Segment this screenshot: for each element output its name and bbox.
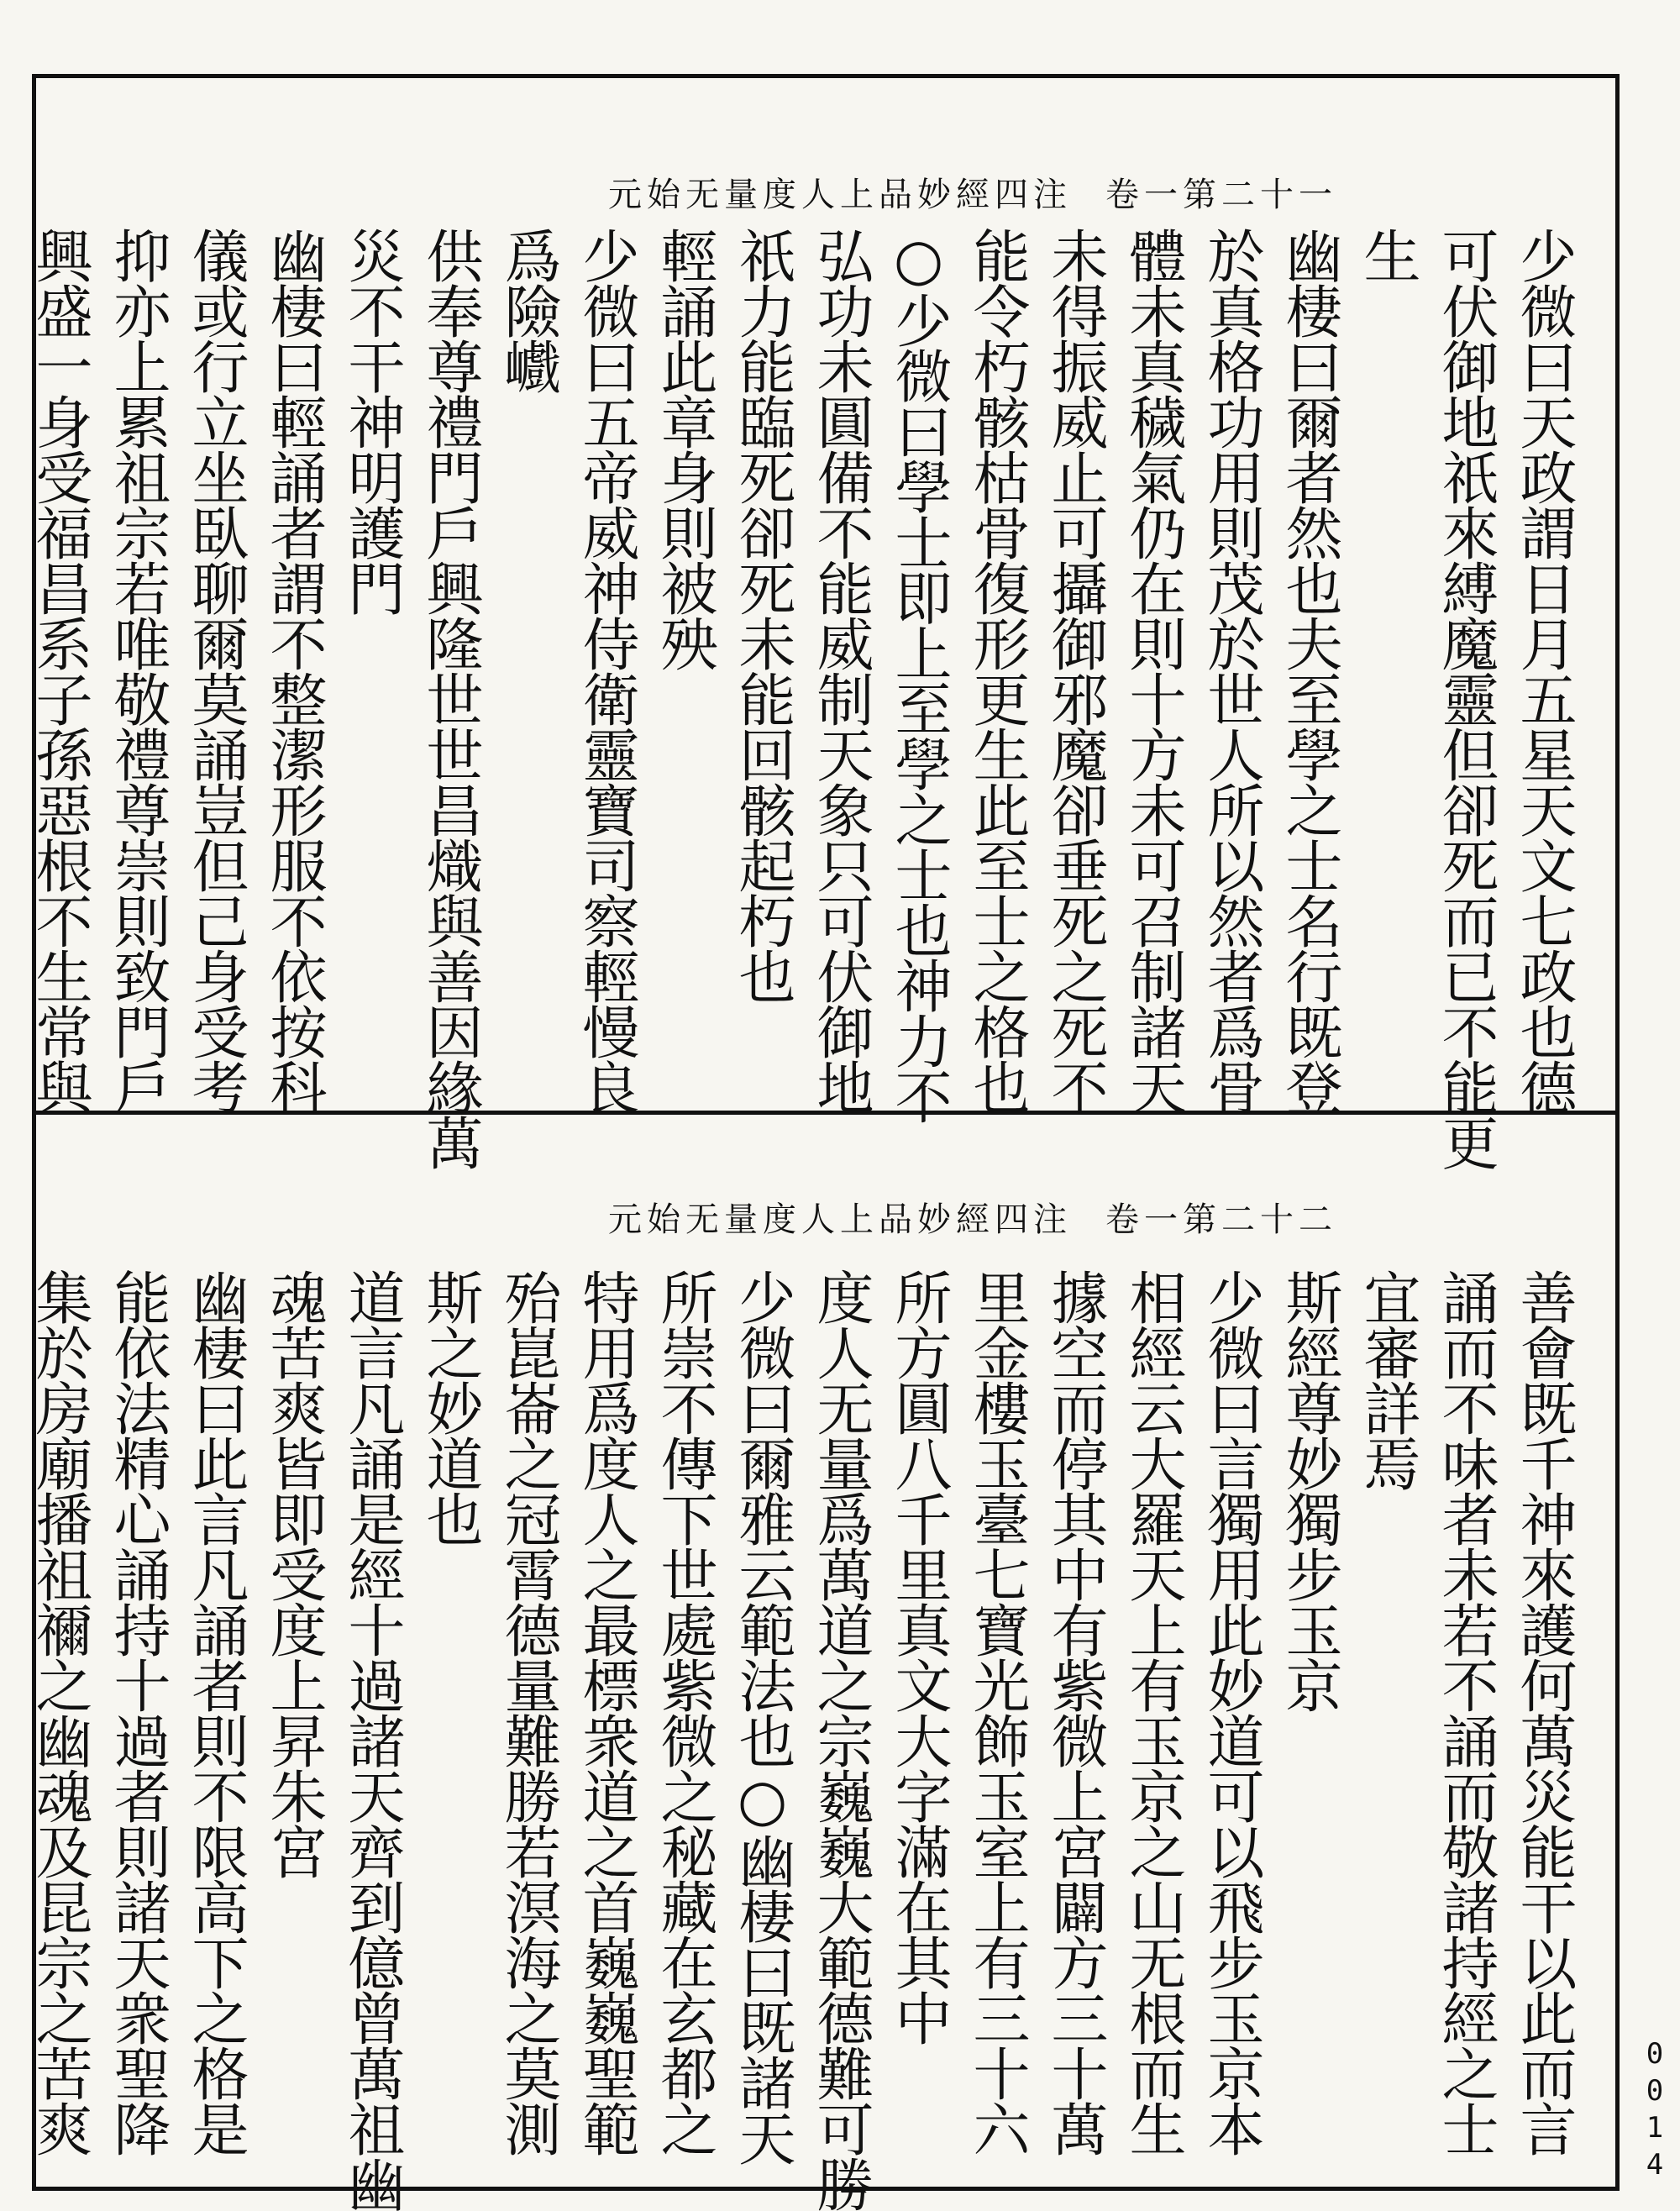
text-column: 生: [1354, 227, 1420, 282]
panel-2-header: [608, 1193, 1337, 1241]
panel-1-volume: 卷一第二十一: [1105, 176, 1337, 214]
text-column: 少微曰言獨用此妙道可以飛步玉京本: [1198, 1268, 1264, 2156]
text-column: 弘功未圓備不能威制天象只可伏御地: [807, 227, 874, 1114]
panel-2-title: 元始无量度人上品妙經四注: [608, 1200, 1072, 1239]
text-column: 少微曰五帝威神侍衛靈寶司察輕慢良: [573, 227, 639, 1114]
text-column: 少微曰天政謂日月五星天文七政也德: [1510, 227, 1577, 1114]
panel-1-title: 元始无量度人上品妙經四注: [608, 176, 1072, 214]
page-number: 0014: [1638, 2037, 1672, 2185]
panel-2-volume: 卷一第二十二: [1105, 1200, 1337, 1239]
text-column: ○少微曰學士即上至學之士也神力不: [885, 227, 952, 1123]
text-column: 爲險巇: [495, 227, 561, 393]
text-column: 特用爲度人之最標衆道之首巍巍聖範: [573, 1268, 639, 2156]
text-column: 祇力能臨死卻死未能回骸起朽也: [729, 227, 795, 1003]
text-column: 誦而不味者未若不誦而敬諸持經之士: [1432, 1268, 1499, 2156]
text-column: 魂苦爽皆即受度上昇朱宮: [260, 1268, 327, 1878]
text-column: 集於房廟播祖禰之幽魂及昆宗之苦爽: [26, 1268, 92, 2156]
text-column: 儀或行立坐臥聊爾莫誦豈但己身受考: [182, 227, 249, 1114]
text-column: 未得振威止可攝御邪魔卻垂死之死不: [1042, 227, 1108, 1114]
text-column: 幽棲曰此言凡誦者則不限高下之格是: [182, 1268, 249, 2156]
text-column: 於真格功用則茂於世人所以然者爲骨: [1198, 227, 1264, 1114]
text-column: 殆崑崙之冠霄德量難勝若溟海之莫測: [495, 1268, 561, 2156]
panel-1-text: [23, 227, 1579, 1169]
text-column: 幽棲曰爾者然也夫至學之士名行既登: [1276, 227, 1342, 1114]
text-column: 能依法精心誦持十過者則諸天衆聖降: [104, 1268, 171, 2156]
text-column: 相經云大羅天上有玉京之山无根而生: [1120, 1268, 1186, 2156]
text-column: 體未真穢氣仍在則十方未可召制諸天: [1120, 227, 1186, 1114]
text-column: 斯之妙道也: [417, 1268, 483, 1546]
text-column: 抑亦上累祖宗若唯敬禮尊崇則致門戶: [104, 227, 171, 1114]
text-column: 輕誦此章身則被殃: [651, 227, 717, 670]
text-column: 少微曰爾雅云範法也○幽棲曰既諸天: [729, 1268, 795, 2165]
text-column: 可伏御地祇來縛魔靈但卻死而已不能更: [1432, 227, 1499, 1169]
text-column: 道言凡誦是經十過諸天齊到億曾萬祖幽: [339, 1268, 405, 2211]
text-column: 里金樓玉臺七寶光飾玉室上有三十六: [963, 1268, 1030, 2156]
text-column: 據空而停其中有紫微上宮闢方三十萬: [1042, 1268, 1108, 2156]
text-column: 斯經尊妙獨步玉京: [1276, 1268, 1342, 1712]
text-column: 善會既千神來護何萬災能干以此而言: [1510, 1268, 1577, 2156]
text-column: 宜審詳焉: [1354, 1268, 1420, 1490]
panel-2-text: [23, 1268, 1579, 2211]
text-column: 供奉尊禮門戶興隆世世昌熾與善因緣萬: [417, 227, 483, 1169]
text-column: 度人无量爲萬道之宗巍巍大範德難可勝: [807, 1268, 874, 2211]
text-column: 幽棲曰輕誦者謂不整潔形服不依按科: [260, 227, 327, 1114]
text-column: 所崇不傳下世處紫微之秘藏在玄都之: [651, 1268, 717, 2156]
text-column: 興盛一身受福昌系子孫惡根不生常與: [26, 227, 92, 1114]
text-column: 能令朽骸枯骨復形更生此至士之格也: [963, 227, 1030, 1114]
panel-1-header: [608, 168, 1337, 216]
text-column: 所方圓八千里真文大字滿在其中: [885, 1268, 952, 2045]
text-column: 災不干神明護門: [339, 227, 405, 615]
